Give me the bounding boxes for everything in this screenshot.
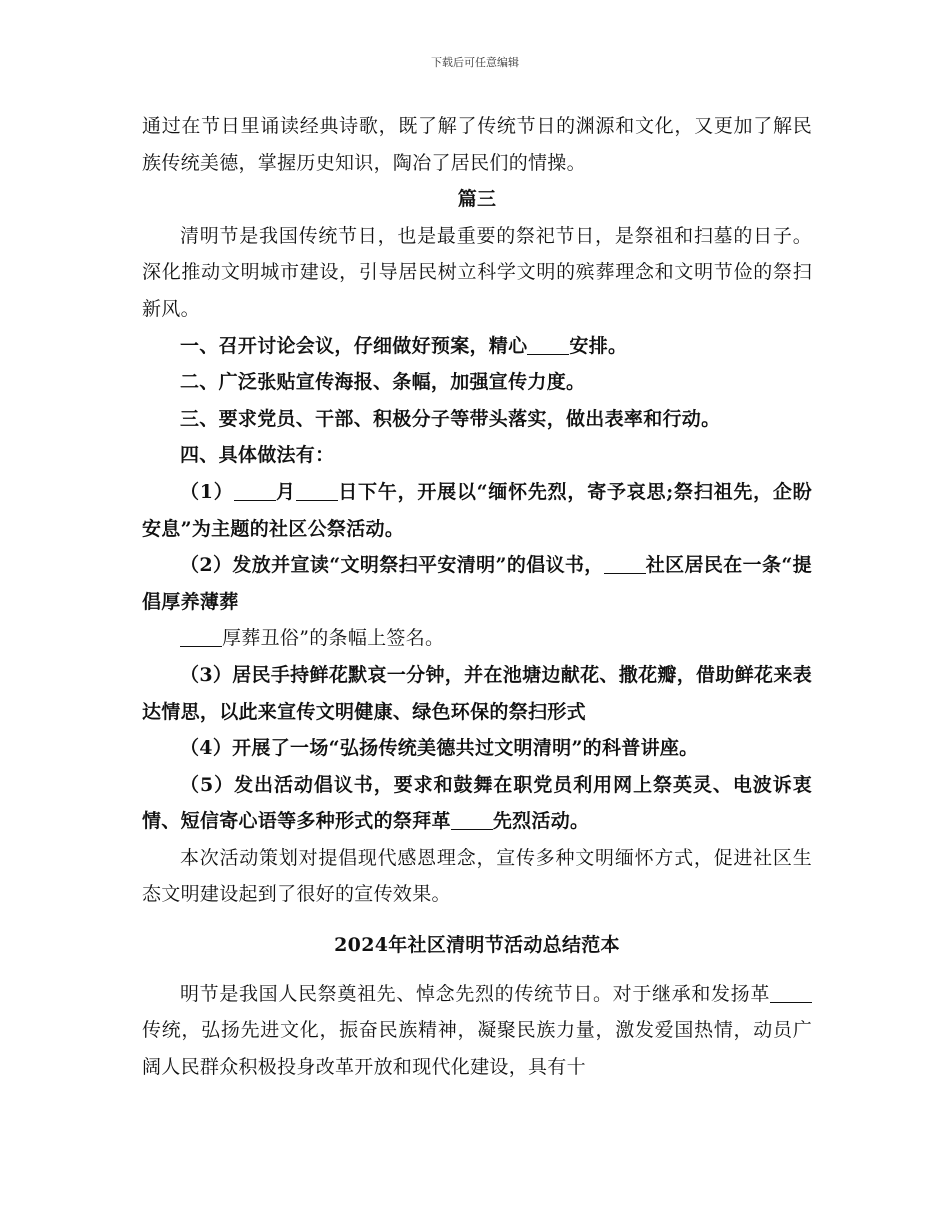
blank-line	[527, 335, 569, 355]
sub-item-3: （3）居民手持鲜花默哀一分钟，并在池塘边献花、撒花瓣，借助鲜花来表达情思，以此来宣传文明健康、绿色环保的祭扫形式	[142, 663, 812, 723]
sub-item-2	[142, 547, 812, 620]
blank-line	[451, 810, 493, 830]
paragraph-3-cont: 传统，弘扬先进文化，振奋民族精神，凝聚民族力量，激发爱国热情，动员广阔人民群众积极投身改革开放和现代化建设，具有十	[142, 1019, 812, 1078]
paragraph-3-text: 明节是我国人民祭奠祖先、悼念先烈的传统节日。对于继承和发扬革	[180, 982, 770, 1005]
sub-item-4: （4）开展了一场“弘扬传统美德共过文明清明”的科普讲座。	[180, 737, 699, 760]
list-item-4: 四、具体做法有：	[180, 444, 335, 467]
list-item-1-end: 安排。	[569, 334, 628, 357]
sub-item-5	[142, 767, 812, 840]
blank-line	[770, 983, 812, 1003]
sub-item-1-month: 月	[275, 480, 296, 503]
paragraph-2: 本次活动策划对提倡现代感恩理念，宣传多种文明缅怀方式，促进社区生态文明建设起到了很好的宣传效果。	[142, 846, 812, 906]
sub-item-2-text: （2）发放并宣读“文明祭扫平安清明”的倡议书，	[180, 554, 604, 577]
sub-item-5-end: 先烈活动。	[492, 810, 590, 833]
blank-line	[604, 554, 646, 574]
page-header: 下载后可任意编辑	[431, 56, 519, 69]
sub-item-5-text: （5）发出活动倡议书，要求和鼓舞在职党员利用网上祭英灵、电波诉衷情、短信寄心语等多种形式的祭拜革	[142, 773, 812, 833]
list-item-1-text: 一、召开讨论会议，仔细做好预案，精心	[180, 334, 528, 357]
section-title: 篇三	[457, 188, 497, 211]
blank-line	[234, 481, 276, 501]
document-body	[142, 108, 812, 1085]
list-item-1	[142, 328, 812, 365]
list-item-2: 二、广泛张贴宣传海报、条幅，加强宣传力度。	[180, 371, 586, 394]
blank-line	[180, 627, 222, 647]
blank-line	[296, 481, 338, 501]
sub-item-2-cont: 社区居民在一条“提倡厚养薄葬	[142, 554, 812, 613]
document-title: 2024年社区清明节活动总结范本	[334, 934, 620, 957]
sub-item-2-end: 厚葬丑俗”的条幅上签名。	[222, 627, 445, 650]
sub-item-1-text: 日下午，开展以“缅怀先烈，寄予哀思;祭扫祖先，企盼安息”为主题的社区公祭活动。	[142, 480, 812, 540]
sub-item-1	[142, 474, 812, 547]
sub-item-2-tail	[142, 620, 812, 657]
list-item-3: 三、要求党员、干部、积极分子等带头落实，做出表率和行动。	[180, 407, 721, 430]
sub-item-1-number: （1）	[180, 480, 234, 503]
paragraph-1: 清明节是我国传统节日，也是最重要的祭祀节日，是祭祖和扫墓的日子。深化推动文明城市建设，引导居民树立科学文明的殡葬理念和文明节俭的祭扫新风。	[142, 224, 812, 320]
intro-paragraph: 通过在节日里诵读经典诗歌，既了解了传统节日的渊源和文化，又更加了解民族传统美德，掌握历史知识，陶冶了居民们的情操。	[142, 115, 812, 174]
paragraph-3	[142, 976, 812, 1086]
